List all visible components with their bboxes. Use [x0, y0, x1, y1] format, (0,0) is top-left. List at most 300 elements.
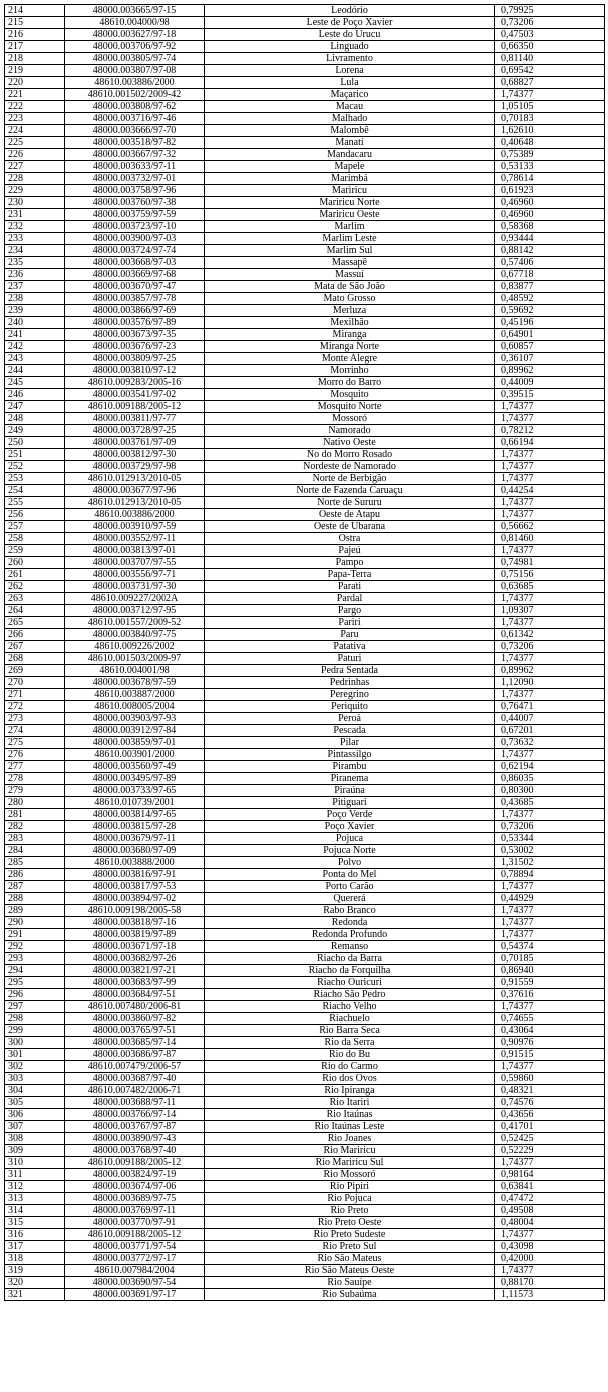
- table-row: [5, 893, 605, 905]
- factor-value: 1,74377: [495, 413, 605, 425]
- row-number: 238: [5, 293, 65, 305]
- row-number: 271: [5, 689, 65, 701]
- factor-value: 0,89962: [495, 665, 605, 677]
- factor-value: 0,61923: [495, 185, 605, 197]
- table-row: [5, 257, 605, 269]
- row-number: 295: [5, 977, 65, 989]
- field-name: Polvo: [205, 857, 495, 869]
- row-number: 225: [5, 137, 65, 149]
- field-name: Rio do Bu: [205, 1049, 495, 1061]
- field-name: Rio Joanes: [205, 1133, 495, 1145]
- row-number: 294: [5, 965, 65, 977]
- table-row: [5, 545, 605, 557]
- factor-value: 0,43685: [495, 797, 605, 809]
- process-number: 48000.003814/97-65: [65, 809, 205, 821]
- table-row: [5, 881, 605, 893]
- factor-value: 0,74576: [495, 1097, 605, 1109]
- row-number: 255: [5, 497, 65, 509]
- factor-value: 1,74377: [495, 593, 605, 605]
- field-name: Marimbá: [205, 173, 495, 185]
- process-number: 48610.008005/2004: [65, 701, 205, 713]
- factor-value: 1,74377: [495, 1001, 605, 1013]
- row-number: 264: [5, 605, 65, 617]
- process-number: 48610.007479/2006-57: [65, 1061, 205, 1073]
- table-row: [5, 977, 605, 989]
- row-number: 220: [5, 77, 65, 89]
- row-number: 227: [5, 161, 65, 173]
- field-name: Namorado: [205, 425, 495, 437]
- factor-value: 0,81140: [495, 53, 605, 65]
- row-number: 302: [5, 1061, 65, 1073]
- process-number: 48000.003689/97-75: [65, 1193, 205, 1205]
- field-name: Pariri: [205, 617, 495, 629]
- factor-value: 0,39515: [495, 389, 605, 401]
- row-number: 260: [5, 557, 65, 569]
- factor-value: 0,78894: [495, 869, 605, 881]
- factor-value: 0,80300: [495, 785, 605, 797]
- factor-value: 0,58368: [495, 221, 605, 233]
- document-page: [4, 4, 604, 1301]
- field-name: Rio Mossoró: [205, 1169, 495, 1181]
- row-number: 259: [5, 545, 65, 557]
- table-row: [5, 449, 605, 461]
- row-number: 306: [5, 1109, 65, 1121]
- factor-value: 0,48004: [495, 1217, 605, 1229]
- field-name: Pescada: [205, 725, 495, 737]
- factor-value: 0,86035: [495, 773, 605, 785]
- table-row: [5, 833, 605, 845]
- factor-value: 0,98164: [495, 1169, 605, 1181]
- process-number: 48000.003676/97-23: [65, 341, 205, 353]
- table-row: [5, 1109, 605, 1121]
- field-name: Macau: [205, 101, 495, 113]
- table-row: [5, 641, 605, 653]
- process-number: 48610.001557/2009-52: [65, 617, 205, 629]
- factor-value: 0,66350: [495, 41, 605, 53]
- process-number: 48000.003673/97-35: [65, 329, 205, 341]
- table-row: [5, 905, 605, 917]
- process-number: 48610.003886/2000: [65, 509, 205, 521]
- table-row: [5, 521, 605, 533]
- row-number: 251: [5, 449, 65, 461]
- row-number: 239: [5, 305, 65, 317]
- process-number: 48000.003633/97-11: [65, 161, 205, 173]
- process-number: 48610.009188/2005-12: [65, 1157, 205, 1169]
- table-row: [5, 101, 605, 113]
- table-row: [5, 137, 605, 149]
- factor-value: 0,70185: [495, 953, 605, 965]
- table-row: [5, 1025, 605, 1037]
- process-number: 48000.003671/97-18: [65, 941, 205, 953]
- field-name: Ponta do Mel: [205, 869, 495, 881]
- field-name: Peroá: [205, 713, 495, 725]
- row-number: 270: [5, 677, 65, 689]
- process-number: 48610.004000/98: [65, 17, 205, 29]
- field-name: Lorena: [205, 65, 495, 77]
- table-row: [5, 437, 605, 449]
- table-row: [5, 1013, 605, 1025]
- field-name: Pintassilgo: [205, 749, 495, 761]
- factor-value: 0,60857: [495, 341, 605, 353]
- row-number: 320: [5, 1277, 65, 1289]
- field-name: Mosquito: [205, 389, 495, 401]
- field-name: Marlim Sul: [205, 245, 495, 257]
- process-number: 48000.003857/97-78: [65, 293, 205, 305]
- factor-value: 1,31502: [495, 857, 605, 869]
- table-row: [5, 41, 605, 53]
- process-number: 48000.003767/97-87: [65, 1121, 205, 1133]
- process-number: 48000.003576/97-89: [65, 317, 205, 329]
- field-name: Rio do Carmo: [205, 1061, 495, 1073]
- field-name: Mosquito Norte: [205, 401, 495, 413]
- factor-value: 0,68827: [495, 77, 605, 89]
- field-name: Rabo Branco: [205, 905, 495, 917]
- field-name: Pedrinhas: [205, 677, 495, 689]
- row-number: 321: [5, 1289, 65, 1301]
- process-number: 48000.003670/97-47: [65, 281, 205, 293]
- factor-value: 0,53002: [495, 845, 605, 857]
- row-number: 297: [5, 1001, 65, 1013]
- row-number: 246: [5, 389, 65, 401]
- row-number: 250: [5, 437, 65, 449]
- table-row: [5, 713, 605, 725]
- table-row: [5, 1265, 605, 1277]
- row-number: 224: [5, 125, 65, 137]
- table-row: [5, 161, 605, 173]
- table-row: [5, 1181, 605, 1193]
- factor-value: 0,59692: [495, 305, 605, 317]
- table-row: [5, 149, 605, 161]
- process-number: 48000.003668/97-03: [65, 257, 205, 269]
- field-name: Rio da Serra: [205, 1037, 495, 1049]
- process-number: 48000.003860/97-82: [65, 1013, 205, 1025]
- table-row: [5, 581, 605, 593]
- field-name: Leste de Poço Xavier: [205, 17, 495, 29]
- process-number: 48000.003723/97-10: [65, 221, 205, 233]
- row-number: 241: [5, 329, 65, 341]
- row-number: 245: [5, 377, 65, 389]
- table-row: [5, 677, 605, 689]
- row-number: 217: [5, 41, 65, 53]
- process-number: 48000.003758/97-96: [65, 185, 205, 197]
- row-number: 292: [5, 941, 65, 953]
- field-name: Norte de Berbigão: [205, 473, 495, 485]
- process-number: 48000.003552/97-11: [65, 533, 205, 545]
- row-number: 236: [5, 269, 65, 281]
- process-number: 48000.003819/97-89: [65, 929, 205, 941]
- field-name: Mandacaru: [205, 149, 495, 161]
- field-name: Parati: [205, 581, 495, 593]
- process-number: 48000.003894/97-02: [65, 893, 205, 905]
- factor-value: 0,48321: [495, 1085, 605, 1097]
- process-number: 48000.003680/97-09: [65, 845, 205, 857]
- row-number: 272: [5, 701, 65, 713]
- row-number: 281: [5, 809, 65, 821]
- process-number: 48610.009188/2005-12: [65, 401, 205, 413]
- row-number: 279: [5, 785, 65, 797]
- table-row: [5, 797, 605, 809]
- table-row: [5, 317, 605, 329]
- row-number: 269: [5, 665, 65, 677]
- table-row: [5, 1145, 605, 1157]
- table-row: [5, 1289, 605, 1301]
- field-name: Massuí: [205, 269, 495, 281]
- table-row: [5, 653, 605, 665]
- process-number: 48610.001503/2009-97: [65, 653, 205, 665]
- process-number: 48000.003716/97-46: [65, 113, 205, 125]
- factor-value: 1,74377: [495, 617, 605, 629]
- process-number: 48610.003887/2000: [65, 689, 205, 701]
- field-name: Rio Pipiri: [205, 1181, 495, 1193]
- factor-value: 0,44929: [495, 893, 605, 905]
- factor-value: 1,74377: [495, 917, 605, 929]
- factor-value: 0,59860: [495, 1073, 605, 1085]
- process-number: 48000.003724/97-74: [65, 245, 205, 257]
- field-name: Mato Grosso: [205, 293, 495, 305]
- factor-value: 0,91515: [495, 1049, 605, 1061]
- row-number: 309: [5, 1145, 65, 1157]
- row-number: 311: [5, 1169, 65, 1181]
- table-row: [5, 305, 605, 317]
- process-number: 48000.003684/97-51: [65, 989, 205, 1001]
- field-name: Paturi: [205, 653, 495, 665]
- process-number: 48000.003817/97-53: [65, 881, 205, 893]
- table-row: [5, 737, 605, 749]
- factor-value: 1,74377: [495, 545, 605, 557]
- field-name: Rio Preto Sul: [205, 1241, 495, 1253]
- factor-value: 0,88170: [495, 1277, 605, 1289]
- field-name: Poço Xavier: [205, 821, 495, 833]
- field-name: Oeste de Ubarana: [205, 521, 495, 533]
- table-row: [5, 953, 605, 965]
- process-number: 48610.003901/2000: [65, 749, 205, 761]
- process-number: 48000.003768/97-40: [65, 1145, 205, 1157]
- table-row: [5, 701, 605, 713]
- factor-value: 0,67201: [495, 725, 605, 737]
- table-row: [5, 125, 605, 137]
- field-name: Pojuca: [205, 833, 495, 845]
- field-name: Mossoró: [205, 413, 495, 425]
- process-number: 48610.007480/2006-81: [65, 1001, 205, 1013]
- factor-value: 1,11573: [495, 1289, 605, 1301]
- field-name: Rio Itaúnas Leste: [205, 1121, 495, 1133]
- row-number: 249: [5, 425, 65, 437]
- table-row: [5, 425, 605, 437]
- row-number: 280: [5, 797, 65, 809]
- process-number: 48000.003813/97-01: [65, 545, 205, 557]
- field-name: Rio Mariricu: [205, 1145, 495, 1157]
- table-row: [5, 1253, 605, 1265]
- factor-value: 0,73206: [495, 641, 605, 653]
- field-name: Piraúna: [205, 785, 495, 797]
- row-number: 244: [5, 365, 65, 377]
- process-number: 48000.003771/97-54: [65, 1241, 205, 1253]
- process-number: 48000.003667/97-32: [65, 149, 205, 161]
- row-number: 216: [5, 29, 65, 41]
- field-name: Mata de São João: [205, 281, 495, 293]
- factor-value: 0,54374: [495, 941, 605, 953]
- process-number: 48000.003683/97-99: [65, 977, 205, 989]
- row-number: 317: [5, 1241, 65, 1253]
- field-name: Malombê: [205, 125, 495, 137]
- table-row: [5, 629, 605, 641]
- process-number: 48000.003890/97-43: [65, 1133, 205, 1145]
- table-row: [5, 77, 605, 89]
- process-number: 48000.003665/97-15: [65, 5, 205, 17]
- field-name: Pirambu: [205, 761, 495, 773]
- table-row: [5, 1169, 605, 1181]
- process-number: 48000.003824/97-19: [65, 1169, 205, 1181]
- row-number: 228: [5, 173, 65, 185]
- factor-value: 0,70183: [495, 113, 605, 125]
- table-row: [5, 665, 605, 677]
- table-row: [5, 941, 605, 953]
- factor-value: 0,91559: [495, 977, 605, 989]
- field-name: Riacho Ouricuri: [205, 977, 495, 989]
- row-number: 257: [5, 521, 65, 533]
- row-number: 229: [5, 185, 65, 197]
- factor-value: 1,74377: [495, 1157, 605, 1169]
- row-number: 287: [5, 881, 65, 893]
- process-number: 48000.003707/97-55: [65, 557, 205, 569]
- row-number: 283: [5, 833, 65, 845]
- row-number: 222: [5, 101, 65, 113]
- table-row: [5, 461, 605, 473]
- table-row: [5, 1133, 605, 1145]
- factor-value: 0,73206: [495, 821, 605, 833]
- field-name: Riacho Velho: [205, 1001, 495, 1013]
- row-number: 256: [5, 509, 65, 521]
- row-number: 288: [5, 893, 65, 905]
- field-name: Miranga Norte: [205, 341, 495, 353]
- row-number: 289: [5, 905, 65, 917]
- factor-value: 0,61342: [495, 629, 605, 641]
- field-name: Rio São Mateus Oeste: [205, 1265, 495, 1277]
- table-row: [5, 1205, 605, 1217]
- table-row: [5, 89, 605, 101]
- process-number: 48610.004001/98: [65, 665, 205, 677]
- field-name: Rio Ipiranga: [205, 1085, 495, 1097]
- table-row: [5, 401, 605, 413]
- factor-value: 1,74377: [495, 905, 605, 917]
- row-number: 308: [5, 1133, 65, 1145]
- table-row: [5, 533, 605, 545]
- factor-value: 1,74377: [495, 1229, 605, 1241]
- process-number: 48000.003627/97-18: [65, 29, 205, 41]
- process-number: 48000.003810/97-12: [65, 365, 205, 377]
- row-number: 234: [5, 245, 65, 257]
- row-number: 307: [5, 1121, 65, 1133]
- table-row: [5, 749, 605, 761]
- process-number: 48000.003712/97-95: [65, 605, 205, 617]
- field-name: Rio Preto: [205, 1205, 495, 1217]
- field-name: Rio Mariricu Sul: [205, 1157, 495, 1169]
- factor-value: 1,74377: [495, 497, 605, 509]
- process-number: 48000.003556/97-71: [65, 569, 205, 581]
- row-number: 266: [5, 629, 65, 641]
- factor-value: 0,43656: [495, 1109, 605, 1121]
- field-name: Mexilhão: [205, 317, 495, 329]
- table-row: [5, 365, 605, 377]
- process-number: 48000.003769/97-11: [65, 1205, 205, 1217]
- table-row: [5, 1073, 605, 1085]
- factor-value: 1,09307: [495, 605, 605, 617]
- process-number: 48610.001502/2009-42: [65, 89, 205, 101]
- process-number: 48000.003677/97-96: [65, 485, 205, 497]
- field-name: Rio São Mateus: [205, 1253, 495, 1265]
- field-name: Pilar: [205, 737, 495, 749]
- process-number: 48000.003686/97-87: [65, 1049, 205, 1061]
- row-number: 275: [5, 737, 65, 749]
- factor-value: 1,74377: [495, 461, 605, 473]
- row-number: 214: [5, 5, 65, 17]
- table-row: [5, 1001, 605, 1013]
- table-row: [5, 1061, 605, 1073]
- factor-value: 1,74377: [495, 653, 605, 665]
- table-row: [5, 377, 605, 389]
- factor-value: 0,81460: [495, 533, 605, 545]
- row-number: 304: [5, 1085, 65, 1097]
- field-name: Riacho São Pedro: [205, 989, 495, 1001]
- row-number: 240: [5, 317, 65, 329]
- field-name: Papa-Terra: [205, 569, 495, 581]
- table-row: [5, 341, 605, 353]
- row-number: 277: [5, 761, 65, 773]
- process-number: 48000.003761/97-09: [65, 437, 205, 449]
- row-number: 233: [5, 233, 65, 245]
- row-number: 310: [5, 1157, 65, 1169]
- factor-value: 0,88142: [495, 245, 605, 257]
- field-name: Merluza: [205, 305, 495, 317]
- field-name: Rio Preto Sudeste: [205, 1229, 495, 1241]
- field-name: Rio dos Ovos: [205, 1073, 495, 1085]
- process-number: 48000.003731/97-30: [65, 581, 205, 593]
- table-row: [5, 557, 605, 569]
- field-name: No do Morro Rosado: [205, 449, 495, 461]
- table-row: [5, 1049, 605, 1061]
- field-name: Mariricu Norte: [205, 197, 495, 209]
- table-row: [5, 269, 605, 281]
- process-number: 48610.009188/2005-12: [65, 1229, 205, 1241]
- table-row: [5, 1157, 605, 1169]
- factor-value: 0,46960: [495, 209, 605, 221]
- table-row: [5, 389, 605, 401]
- factor-value: 0,74655: [495, 1013, 605, 1025]
- table-row: [5, 809, 605, 821]
- process-number: 48000.003760/97-38: [65, 197, 205, 209]
- process-number: 48000.003812/97-30: [65, 449, 205, 461]
- row-number: 274: [5, 725, 65, 737]
- row-number: 316: [5, 1229, 65, 1241]
- process-number: 48610.012913/2010-05: [65, 473, 205, 485]
- process-number: 48000.003910/97-59: [65, 521, 205, 533]
- field-name: Pitiguari: [205, 797, 495, 809]
- table-row: [5, 209, 605, 221]
- table-row: [5, 773, 605, 785]
- factor-value: 1,74377: [495, 881, 605, 893]
- table-row: [5, 1121, 605, 1133]
- table-row: [5, 245, 605, 257]
- process-number: 48610.009198/2005-58: [65, 905, 205, 917]
- row-number: 247: [5, 401, 65, 413]
- process-number: 48000.003674/97-06: [65, 1181, 205, 1193]
- table-row: [5, 113, 605, 125]
- row-number: 314: [5, 1205, 65, 1217]
- row-number: 231: [5, 209, 65, 221]
- field-name: Riacho da Barra: [205, 953, 495, 965]
- row-number: 242: [5, 341, 65, 353]
- process-number: 48000.003729/97-98: [65, 461, 205, 473]
